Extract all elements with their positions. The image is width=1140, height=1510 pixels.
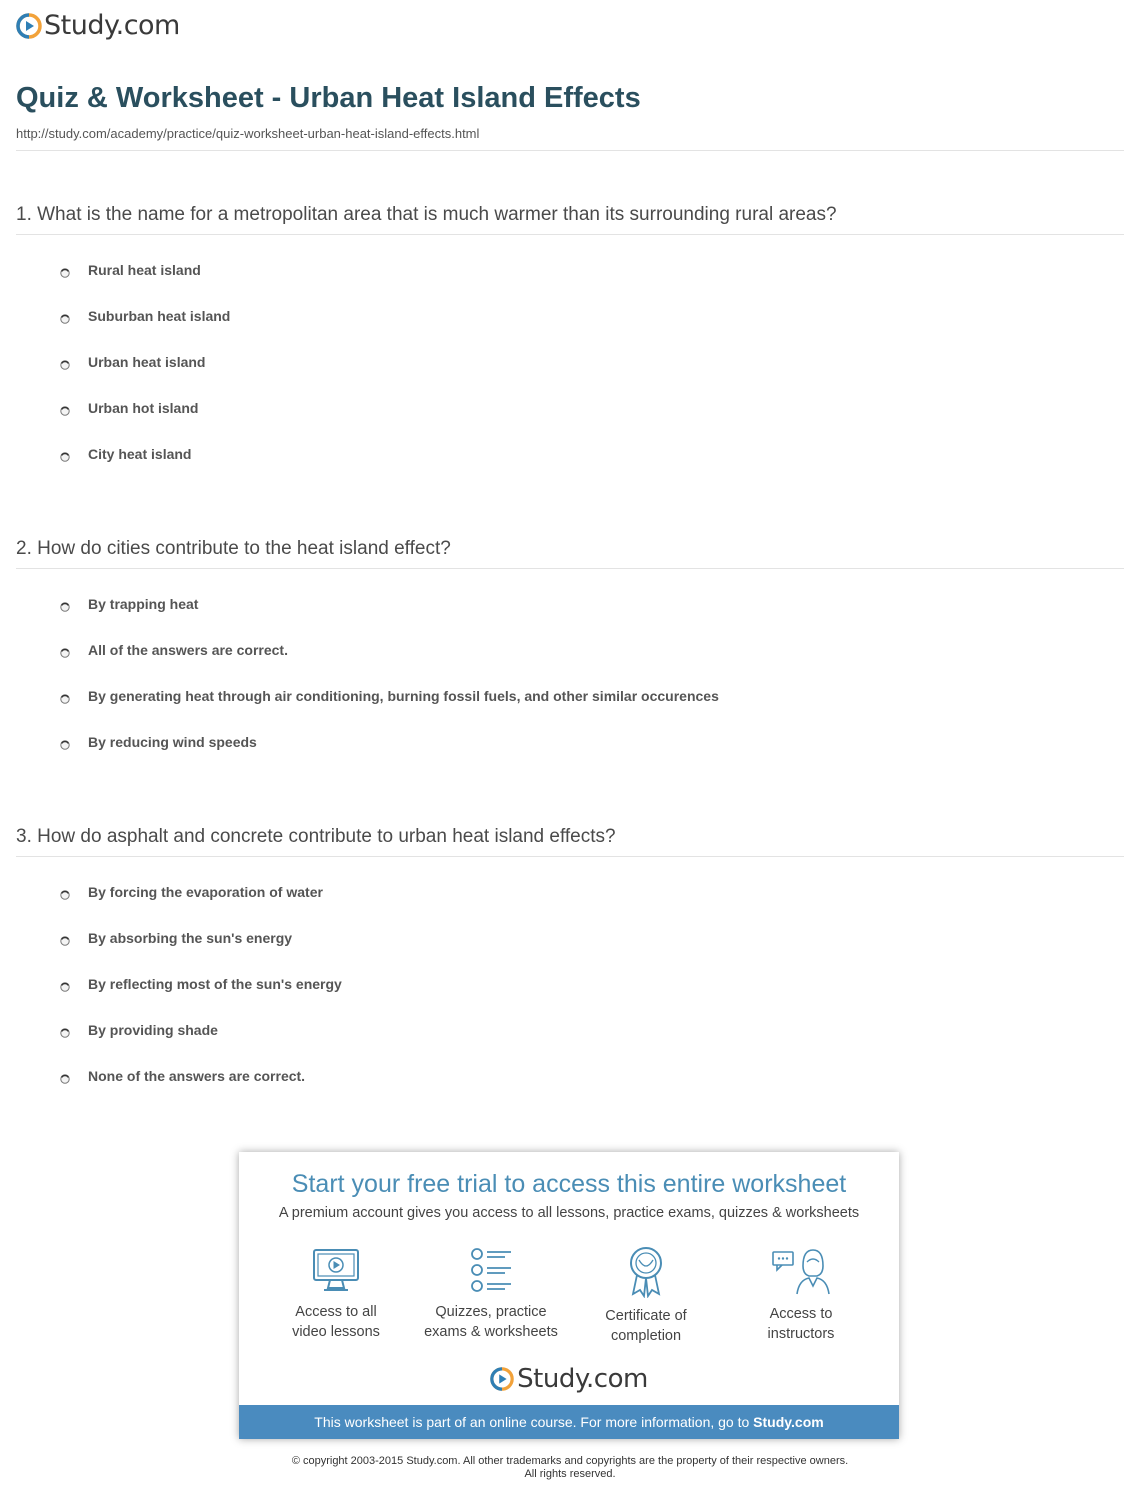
answer-label: City heat island xyxy=(88,446,192,462)
question-3: 3. How do asphalt and concrete contribute to urban heat island effects? xyxy=(16,826,616,847)
radio-icon[interactable] xyxy=(60,311,70,321)
copyright-line2: All rights reserved. xyxy=(524,1468,616,1480)
question-2-divider xyxy=(16,568,1124,569)
radio-icon[interactable] xyxy=(60,645,70,655)
answer-label: By reflecting most of the sun's energy xyxy=(88,976,342,992)
feature-video-lessons xyxy=(261,1246,411,1342)
radio-icon[interactable] xyxy=(60,979,70,989)
promo-study-logo xyxy=(239,1364,899,1394)
answer-label: None of the answers are correct. xyxy=(88,1068,306,1084)
promo-headline: Start your free trial to access this entire worksheet xyxy=(291,1170,847,1198)
answer-option[interactable] xyxy=(60,1021,218,1039)
video-lesson-icon xyxy=(310,1246,362,1294)
feature-label-line2: instructors xyxy=(767,1326,835,1342)
radio-icon[interactable] xyxy=(60,599,70,609)
answer-label: Rural heat island xyxy=(88,262,201,278)
radio-icon[interactable] xyxy=(60,691,70,701)
answer-option[interactable] xyxy=(60,595,198,613)
answer-option[interactable] xyxy=(60,261,201,279)
play-logo-icon xyxy=(16,13,42,39)
answer-option[interactable] xyxy=(60,1067,305,1085)
question-1: 1. What is the name for a metropolitan area that is much warmer than its surrounding rural areas? xyxy=(16,204,837,225)
answer-option[interactable] xyxy=(60,883,323,901)
answer-option[interactable] xyxy=(60,975,342,993)
answer-option[interactable] xyxy=(60,687,719,705)
checklist-icon xyxy=(465,1246,517,1294)
answer-option[interactable] xyxy=(60,733,257,751)
study-logo[interactable] xyxy=(16,10,180,41)
answer-label: Suburban heat island xyxy=(88,308,231,324)
question-3-divider xyxy=(16,856,1124,857)
radio-icon[interactable] xyxy=(60,887,70,897)
question-2: 2. How do cities contribute to the heat island effect? xyxy=(16,538,451,559)
answer-label: Urban heat island xyxy=(88,354,206,370)
feature-label-line2: exams & worksheets xyxy=(424,1324,558,1340)
feature-certificate xyxy=(571,1246,721,1346)
answer-option[interactable] xyxy=(60,307,230,325)
promo-logo-wordmark: Study.com xyxy=(517,1364,648,1394)
feature-label-line2: completion xyxy=(610,1328,682,1344)
study-link[interactable]: Study.com xyxy=(753,1414,824,1430)
radio-icon[interactable] xyxy=(60,933,70,943)
answer-label: By reducing wind speeds xyxy=(88,734,257,750)
logo-wordmark: Study.com xyxy=(44,10,180,41)
radio-icon[interactable] xyxy=(60,357,70,367)
answer-option[interactable] xyxy=(60,399,198,417)
copyright xyxy=(0,1455,1140,1481)
promo-footer-bar[interactable] xyxy=(239,1405,899,1439)
radio-icon[interactable] xyxy=(60,737,70,747)
feature-label-line1: Certificate of xyxy=(605,1308,687,1324)
feature-quizzes xyxy=(416,1246,566,1342)
page-title: Quiz & Worksheet - Urban Heat Island Effects xyxy=(16,82,641,114)
promo-footer-text: This worksheet is part of an online course. For more information, go to xyxy=(314,1414,754,1430)
certificate-icon xyxy=(620,1246,672,1298)
answer-label: By providing shade xyxy=(88,1022,218,1038)
answer-option[interactable] xyxy=(60,641,288,659)
feature-label-line2: video lessons xyxy=(292,1324,380,1340)
question-1-divider xyxy=(16,234,1124,235)
instructor-icon xyxy=(771,1246,831,1296)
feature-instructors xyxy=(726,1246,876,1344)
page-url: http://study.com/academy/practice/quiz-worksheet-urban-heat-island-effects.html xyxy=(16,126,480,141)
radio-icon[interactable] xyxy=(60,403,70,413)
copyright-line1: © copyright 2003-2015 Study.com. All other trademarks and copyrights are the property of their respective owners. xyxy=(291,1455,849,1467)
play-logo-icon xyxy=(490,1367,514,1391)
answer-option[interactable] xyxy=(60,353,205,371)
answer-label: By generating heat through air conditioning, burning fossil fuels, and other similar occurences xyxy=(88,688,719,704)
answer-option[interactable] xyxy=(60,445,191,463)
feature-label-line1: Quizzes, practice xyxy=(435,1304,547,1320)
answer-label: By absorbing the sun's energy xyxy=(88,930,293,946)
answer-label: By forcing the evaporation of water xyxy=(88,884,323,900)
free-trial-promo[interactable] xyxy=(239,1152,899,1439)
radio-icon[interactable] xyxy=(60,1071,70,1081)
answer-label: All of the answers are correct. xyxy=(88,642,288,658)
answer-label: Urban hot island xyxy=(88,400,199,416)
answer-label: By trapping heat xyxy=(88,596,199,612)
radio-icon[interactable] xyxy=(60,449,70,459)
answer-option[interactable] xyxy=(60,929,292,947)
radio-icon[interactable] xyxy=(60,265,70,275)
promo-subheadline: A premium account gives you access to all lessons, practice exams, quizzes & worksheets xyxy=(278,1205,860,1221)
header-divider xyxy=(16,150,1124,151)
radio-icon[interactable] xyxy=(60,1025,70,1035)
feature-label-line1: Access to all xyxy=(295,1304,377,1320)
feature-label-line1: Access to xyxy=(769,1306,833,1322)
